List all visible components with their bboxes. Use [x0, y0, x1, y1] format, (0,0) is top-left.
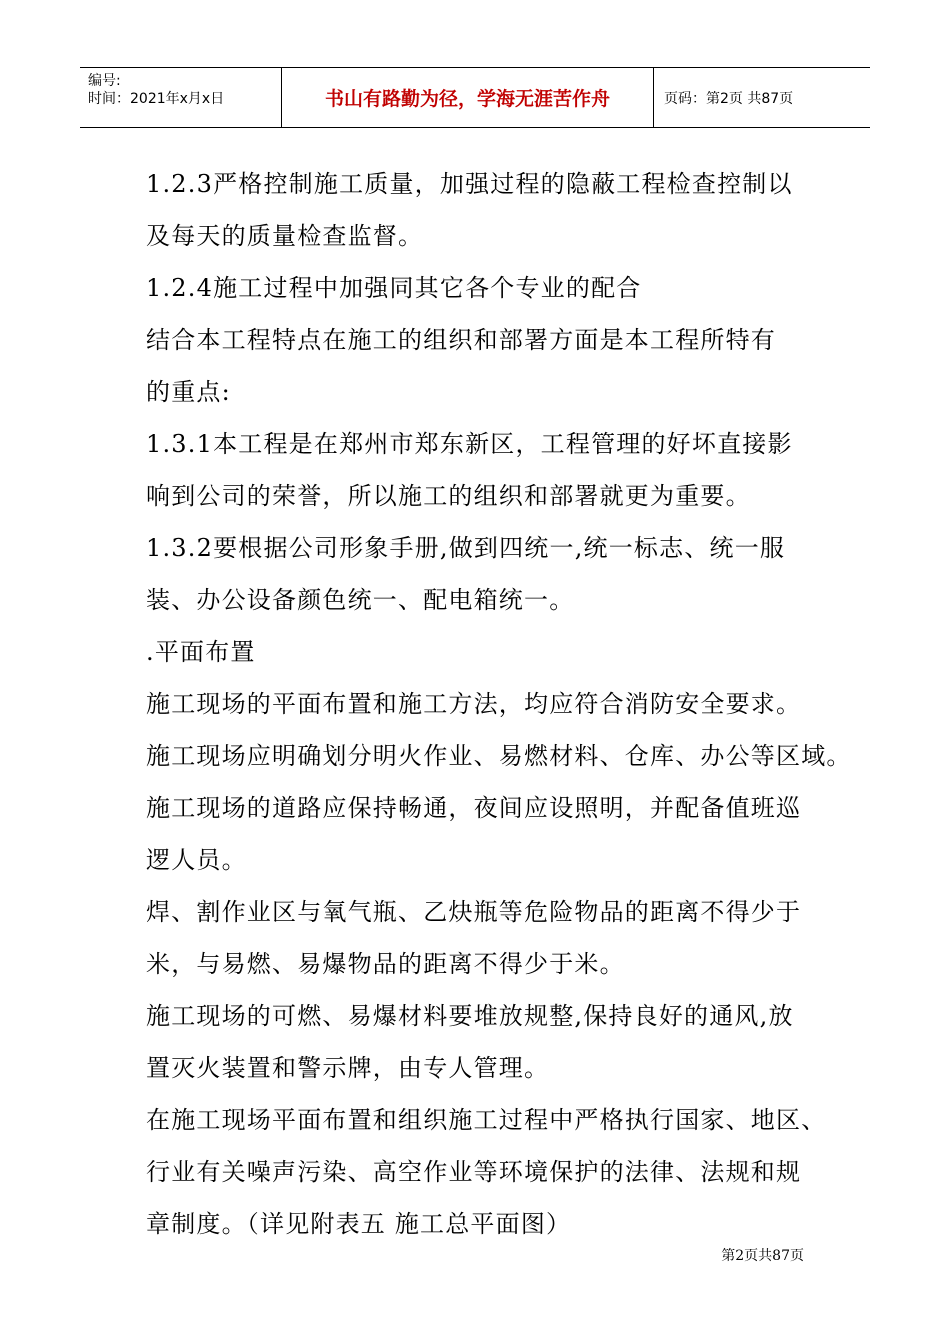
body-line: 在施工现场平面布置和组织施工过程中严格执行国家、地区、: [146, 1106, 827, 1134]
header-motto: 书山有路勤为径，学海无涯苦作舟: [282, 68, 654, 127]
document-time-label: 时间：2021年x月x日: [88, 91, 225, 107]
page-header: [80, 67, 870, 128]
document-number-label: 编号:: [88, 73, 121, 89]
body-line: 响到公司的荣誉，所以施工的组织和部署就更为重要。: [146, 482, 751, 510]
body-line: 施工现场的可燃、易爆材料要堆放规整,保持良好的通风,放: [146, 1002, 794, 1030]
body-line: 置灭火装置和警示牌，由专人管理。: [146, 1054, 550, 1082]
body-line: 结合本工程特点在施工的组织和部署方面是本工程所特有: [146, 326, 776, 354]
document-body: [146, 158, 852, 1250]
body-line: 施工现场的平面布置和施工方法，均应符合消防安全要求。: [146, 690, 802, 718]
body-line: 1.2.4施工过程中加强同其它各个专业的配合: [146, 274, 642, 302]
body-line: 1.2.3严格控制施工质量，加强过程的隐蔽工程检查控制以: [146, 170, 793, 198]
body-line: 的重点:: [146, 378, 231, 406]
body-line: 1.3.1本工程是在郑州市郑东新区，工程管理的好坏直接影: [146, 430, 793, 458]
section-heading: .平面布置: [146, 638, 256, 666]
body-line: 焊、割作业区与氧气瓶、乙炔瓶等危险物品的距离不得少于: [146, 898, 802, 926]
body-line: 1.3.2要根据公司形象手册,做到四统一,统一标志、统一服: [146, 534, 786, 562]
body-line: 逻人员。: [146, 846, 247, 874]
header-meta-cell: [80, 68, 282, 127]
body-line: 米，与易燃、易爆物品的距离不得少于米。: [146, 950, 625, 978]
header-page-number: 页码：第2页 共87页: [664, 90, 794, 107]
body-line: 施工现场应明确划分明火作业、易燃材料、仓库、办公等区域。: [146, 742, 852, 770]
page-footer-number: 第2页共87页: [721, 1248, 804, 1264]
body-line: 章制度。（详见附表五 施工总平面图）: [146, 1210, 572, 1238]
body-line: 装、办公设备颜色统一、配电箱统一。: [146, 586, 575, 614]
body-line: 行业有关噪声污染、高空作业等环境保护的法律、法规和规: [146, 1158, 802, 1186]
body-line: 施工现场的道路应保持畅通，夜间应设照明，并配备值班巡: [146, 794, 802, 822]
body-line: 及每天的质量检查监督。: [146, 222, 424, 250]
